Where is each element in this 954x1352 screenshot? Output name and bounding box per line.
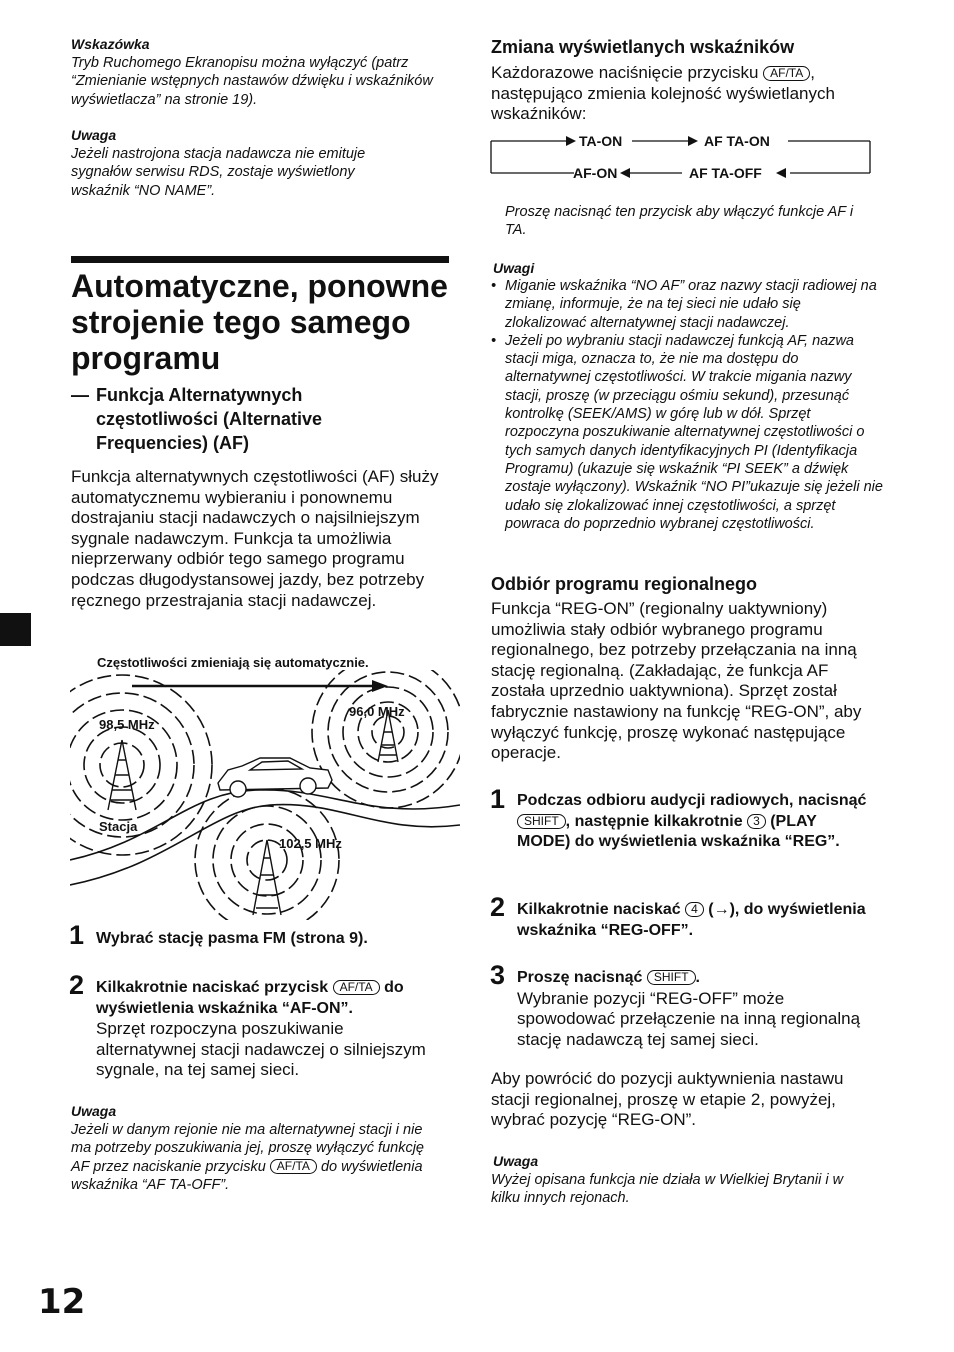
intro-paragraph: Funkcja alternatywnych częstotliwości (AF) służy automatycznemu wybieraniu i ponownemu dostrajaniu stacji nadawczych o najsilniejszym sygnale nadawczym. Funkcja ta umożliwia nieprzerwany odbiór tego samego programu podczas długodystansowej jazdy, bez potrzeby ręcznego przestrajania stacji nadawczej. [71,467,439,610]
key-4: 4 [685,902,704,917]
return-paragraph: Aby powrócić do pozycji auktywnienia nastawu stacji regionalnej, proszę w etapie 2, powyżej, wybrać pozycję “REG-ON”. [491,1069,844,1130]
note2-post: do wyświetlenia wskaźnika “AF TA-OFF”. [71,1158,423,1193]
r-step3-block [517,968,872,1050]
af-diagram [70,650,460,920]
step2-post: do wyświetlenia wskaźnika “AF-ON”. [96,979,404,1017]
shift-key: SHIFT [517,814,566,829]
r-step1-number: 1 [490,784,506,814]
diagram-caption: Częstotliwości zmieniają się automatycznie. [97,655,369,670]
af-ta-key-right: AF/TA [763,66,810,81]
heading-regional: Odbiór programu regionalnego [491,574,758,594]
road-lower [70,805,460,885]
key-3: 3 [747,814,766,829]
note2-title: Uwaga [71,1103,117,1119]
freq-label-985: 98,5 MHz [99,717,155,732]
af-ta-key: AF/TA [333,980,380,995]
title-rule [71,256,449,263]
shift-key-step3: SHIFT [647,970,696,985]
r-note-text: Wyżej opisana funkcja nie działa w Wielkiej Brytanii i w kilku innych rejonach. [491,1172,844,1207]
r-step2-number: 2 [490,892,506,922]
cycle-ta-on: TA-ON [579,133,623,149]
notes-title: Uwagi [493,260,535,276]
tip-title: Wskazówka [71,36,150,52]
page-number: 12 [38,1282,86,1322]
indicators-paragraph [491,63,876,125]
freq-label-1025: 102,5 MHz [279,836,342,851]
cycle-note: Proszę nacisnąć ten przycisk aby włączyć funkcje AF i TA. [505,204,854,239]
step2-block [96,978,446,1081]
para1-pre: Każdorazowe naciśnięcie przycisku [491,63,759,82]
note2-pre: Jeżeli w danym rejonie nie ma alternatywnej stacji i nie ma potrzeby poszukiwania jej, proszę wyłączyć funkcję AF przez naciskanie przycisku [71,1122,424,1175]
direction-arrow-head [372,680,388,692]
r-step2-pre: Kilkakrotnie naciskać [517,901,681,918]
subtitle [71,383,451,455]
step2-number: 2 [69,970,85,1000]
r-step3-pre: Proszę nacisnąć [517,969,643,986]
note1-text: Jeżeli nastrojona stacja nadawcza nie emituje sygnałów serwisu RDS, zostaje wyświetlony wskaźnik “NO NAME”. [71,146,366,199]
freq-label-960: 96,0 MHz [349,704,405,719]
step1-text: Wybrać stację pasma FM (strona 9). [96,930,368,947]
step2-pre: Kilkakrotnie naciskać przycisk [96,979,329,996]
r-step3-number: 3 [490,960,506,990]
main-title: Automatyczne, ponowne strojenie tego samego programu [71,268,448,376]
note2-text [71,1121,443,1194]
step2-plain: Sprzęt rozpoczyna poszukiwanie alternatywnej stacji nadawczej o silniejszym sygnale, na tej samej sieci. [96,1019,426,1080]
tower1 [108,740,136,810]
af-ta-key-note: AF/TA [270,1159,317,1174]
step1-number: 1 [69,920,85,950]
r-step1-pre: Podczas odbioru audycji radiowych, nacisnąć [517,792,867,809]
car-icon [218,758,332,797]
tip-text: Tryb Ruchomego Ekranopisu można wyłączyć (patrz “Zmienianie wstępnych nastawów dźwięku i wskaźników wyświetlacza” na stronie 19). [71,55,433,108]
r-step2-post: (→), do wyświetlenia wskaźnika “REG-OFF”. [517,901,866,939]
r-step1-text [517,791,872,853]
subtitle-text: Funkcja Alternatywnych częstotliwości (Alternative Frequencies) (AF) [96,385,323,453]
r-step3-plain: Wybranie pozycji “REG-OFF” może spowodować przełączenie na inną regionalną stację nadawczą tej samej sieci. [517,988,861,1049]
note-item: • Miganie wskaźnika “NO AF” oraz nazwy stacji radiowej na zmianę, informuje, że na tej sieci nie udało się zlokalizować alternatywnej stacji nadawczej. [505,277,886,332]
station2-waves [312,670,460,808]
station-label: Stacja [99,819,138,834]
r-step2-text [517,900,872,941]
regional-paragraph: Funkcja “REG-ON” (regionalny uaktywniony) umożliwia stały odbiór wybranego programu regionalnego, bez potrzeby przełączania na inną stację regionalną. (Zakładając, że funkcja AF została uprzednio uaktywniona). Sprzęt został fabrycznie nastawiony na funkcję “REG-ON”, aby wyłączyć funkcję, proszę wykonać następujące operacje. [491,599,862,763]
cycle-af-ta-on: AF TA-ON [704,133,770,149]
section-tab [0,613,31,646]
note1-title: Uwaga [71,127,117,143]
notes-list [491,277,886,533]
subtitle-dash: — [71,385,89,405]
note-item: • Jeżeli po wybraniu stacji nadawczej funkcją AF, nazwa stacji miga, oznacza to, że nie ma dostępu do alternatywnej częstotliwości. W trakcie migania nazwy stacji, proszę (w przeciągu ośmiu sekund), przesunąć kontrolkę (SEEK/AMS) w górę lub w dół. Sprzęt rozpoczyna poszukiwanie alternatywnej częstotliwości o tych samych danych identyfikacyjnych PI (Identyfikacja Programu) (ukazuje się wskaźnik “PI SEEK” a dźwięk zostaje wyłączony). Wskaźnik “NO PI”ukazuje się jeżeli nie udało się zlokalizować innej częstotliwości, a sprzęt powraca do poprzednio wybranej częstotliwości. [505,332,886,533]
station1-waves [70,675,212,855]
cycle-af-ta-off: AF TA-OFF [689,165,762,181]
para1-post: , następująco zmienia kolejność wyświetlanych wskaźników: [491,63,835,124]
indicator-cycle [490,128,874,184]
cycle-af-on: AF-ON [573,165,618,181]
cycle-lines [490,128,874,184]
heading-indicators: Zmiana wyświetlanych wskaźników [491,37,795,57]
r-note-title: Uwaga [493,1153,539,1169]
r-step1-mid: , następnie kilkakrotnie [565,812,743,830]
r-step1-post: (PLAY MODE) do wyświetlenia wskaźnika “REG”. [517,812,840,851]
r-step3-post: . [695,969,700,986]
